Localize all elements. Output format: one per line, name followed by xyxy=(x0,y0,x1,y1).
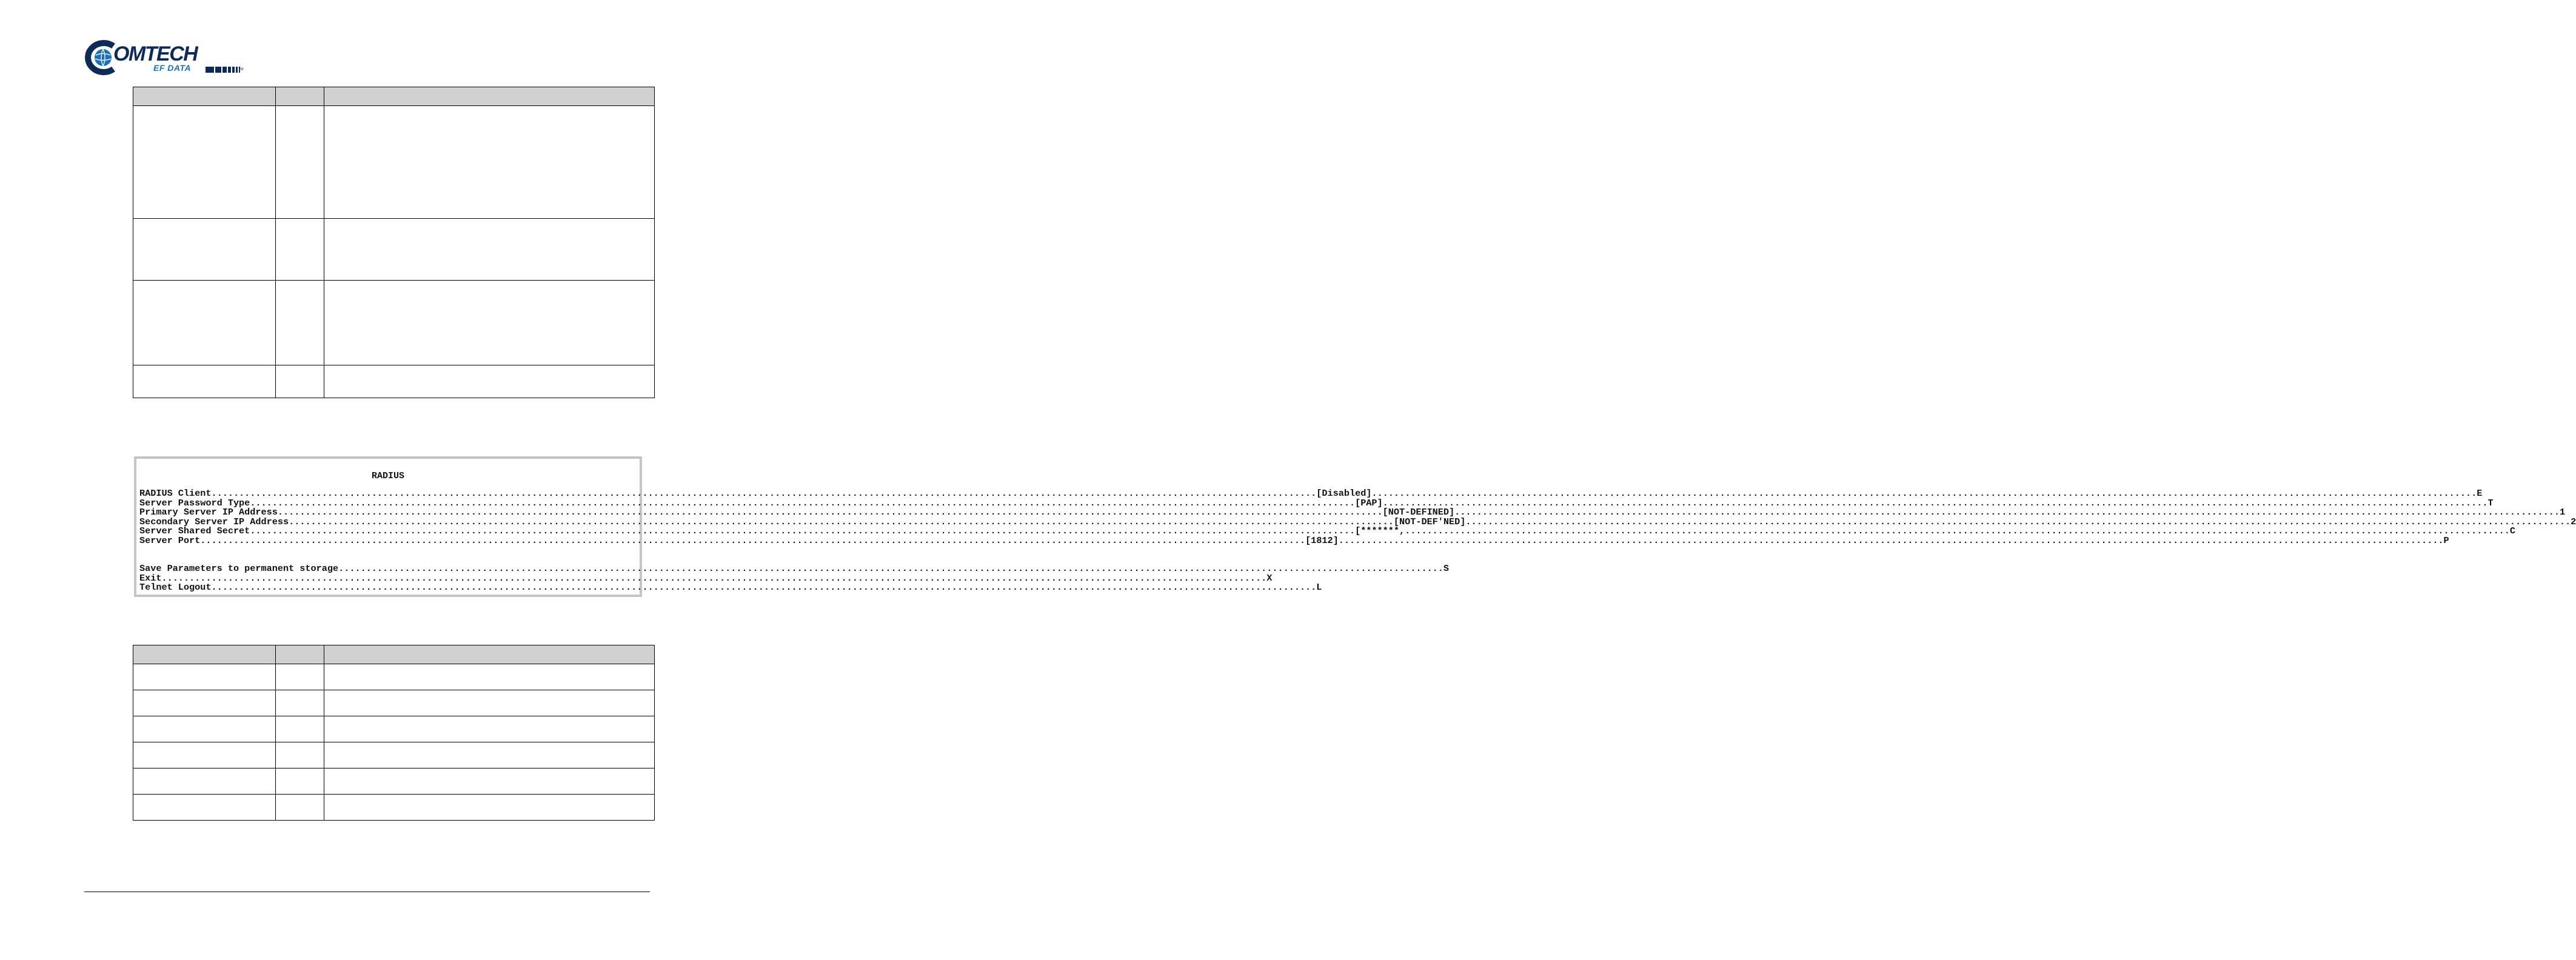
table-cell xyxy=(276,281,324,365)
leader-dots: ........................................................................................................................................................................................................ xyxy=(1382,497,2488,508)
leader-dots: ........................................................................................................................................................................................................ xyxy=(250,525,1356,536)
table-cell xyxy=(324,365,655,398)
header-cell xyxy=(324,87,655,106)
table-header-row xyxy=(133,645,655,664)
table-row xyxy=(133,716,655,742)
table-row xyxy=(133,690,655,716)
table-cell xyxy=(276,716,324,742)
menu-key: C xyxy=(2509,525,2516,536)
leader-dots: ........................................................................................................................................................................................................ xyxy=(211,582,1317,593)
table-cell xyxy=(324,716,655,742)
table-cell xyxy=(133,281,276,365)
table-row xyxy=(133,106,655,219)
header-cell xyxy=(133,87,276,106)
table-row xyxy=(133,365,655,398)
leader-dots: ........................................................................................................................................................................................................ xyxy=(161,572,1267,584)
menu-label: Save Parameters to permanent storage xyxy=(139,563,339,574)
menu-line-telnet-logout[interactable] xyxy=(139,582,1322,593)
header-cell xyxy=(324,645,655,664)
leader-dots: ........................................................................................................................................................................................................ xyxy=(1454,507,2560,518)
table-cell xyxy=(324,281,655,365)
table-row xyxy=(133,664,655,690)
menu-label: Server Password Type xyxy=(139,497,250,508)
comtech-logo xyxy=(87,39,244,75)
terminal-menu xyxy=(139,488,2576,593)
table-row xyxy=(133,742,655,768)
menu-label: Server Shared Secret xyxy=(139,525,250,536)
table-cell xyxy=(133,742,276,768)
table-cell xyxy=(133,219,276,281)
header-cell xyxy=(133,645,276,664)
menu-value: [1812] xyxy=(1305,535,1339,546)
table-cell xyxy=(133,664,276,690)
leader-dots: ........................................................................................................................................................................................................ xyxy=(1338,535,2444,546)
menu-label: RADIUS Client xyxy=(139,488,212,499)
menu-label: Secondary Server IP Address xyxy=(139,516,289,527)
logo-trademark: TM xyxy=(238,68,244,72)
menu-label: Server Port xyxy=(139,535,201,546)
table-cell xyxy=(324,219,655,281)
table-cell xyxy=(324,742,655,768)
leader-dots: ........................................................................................................................................................................................................ xyxy=(211,488,1317,499)
table-cell xyxy=(133,690,276,716)
menu-label: Telnet Logout xyxy=(139,582,212,593)
lower-table xyxy=(133,645,655,821)
table-row xyxy=(133,768,655,795)
table-cell xyxy=(276,219,324,281)
menu-key: X xyxy=(1266,572,1273,584)
table-cell xyxy=(276,690,324,716)
table-row xyxy=(133,281,655,365)
menu-value: [NOT-DEF'NED] xyxy=(1393,516,1466,527)
leader-dots: ........................................................................................................................................................................................................ xyxy=(289,516,1394,527)
logo-wordmark: OMTECH xyxy=(113,42,198,65)
menu-value: [*******, xyxy=(1355,525,1405,536)
table-cell xyxy=(324,768,655,795)
table-cell xyxy=(133,795,276,821)
leader-dots: ........................................................................................................................................................................................................ xyxy=(200,535,1306,546)
menu-key: T xyxy=(2487,497,2494,508)
table-cell xyxy=(133,365,276,398)
logo-subbrand: EF DATA xyxy=(153,63,192,73)
logo-bars xyxy=(206,65,240,73)
menu-line-server-port[interactable] xyxy=(139,535,2449,546)
leader-dots: ........................................................................................................................................................................................................ xyxy=(1371,488,2477,499)
header-cell xyxy=(276,645,324,664)
radius-terminal-screen xyxy=(134,456,2576,597)
terminal-title: RADIUS xyxy=(371,471,404,481)
menu-label: Exit xyxy=(139,572,162,584)
menu-label: Primary Server IP Address xyxy=(139,507,278,518)
table-cell xyxy=(133,716,276,742)
leader-dots: ........................................................................................................................................................................................................ xyxy=(338,563,1444,574)
leader-dots: ........................................................................................................................................................................................................ xyxy=(1465,516,2571,527)
menu-value: [Disabled] xyxy=(1316,488,1372,499)
menu-key: E xyxy=(2477,488,2483,499)
menu-key: 2 xyxy=(2571,516,2576,527)
table-cell xyxy=(276,768,324,795)
leader-dots: ........................................................................................................................................................................................................ xyxy=(1405,525,2510,536)
upper-table xyxy=(133,87,655,398)
leader-dots: ........................................................................................................................................................................................................ xyxy=(250,497,1356,508)
table-cell xyxy=(276,795,324,821)
table-cell xyxy=(276,664,324,690)
menu-key: L xyxy=(1316,582,1322,593)
table-cell xyxy=(276,106,324,219)
table-cell xyxy=(276,742,324,768)
table-cell xyxy=(324,106,655,219)
table-cell xyxy=(276,365,324,398)
table-header-row xyxy=(133,87,655,106)
table-cell xyxy=(133,768,276,795)
table-cell xyxy=(324,664,655,690)
table-row xyxy=(133,219,655,281)
table-cell xyxy=(324,690,655,716)
menu-key: S xyxy=(1443,563,1450,574)
menu-key: 1 xyxy=(2559,507,2566,518)
menu-key: P xyxy=(2443,535,2449,546)
table-cell xyxy=(324,795,655,821)
table-cell xyxy=(133,106,276,219)
header-cell xyxy=(276,87,324,106)
menu-value: [PAP] xyxy=(1355,497,1383,508)
menu-value: [NOT-DEFINED] xyxy=(1382,507,1455,518)
table-row xyxy=(133,795,655,821)
leader-dots: ........................................................................................................................................................................................................ xyxy=(277,507,1383,518)
